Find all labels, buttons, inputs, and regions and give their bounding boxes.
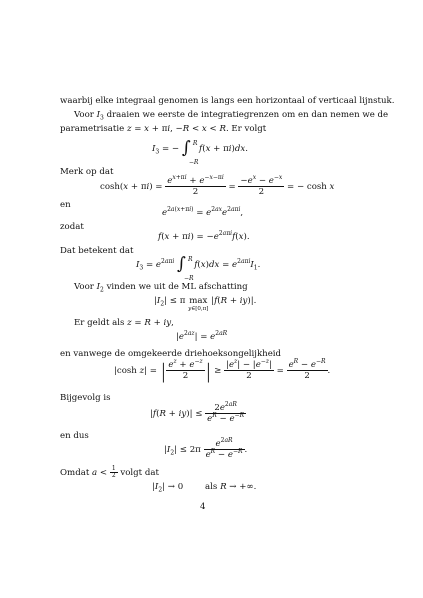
equation-limit: $|I_2| \to 0$ als R → +∞. [152,482,257,494]
intro-text: waarbij elke integraal genomen is langs een horizontaal of verticaal lijnstuk. [60,96,395,106]
zodat-text: zodat [60,222,84,232]
equation-cosh: cosh(x + πi) = $\frac{e^{x+\pi i} + e^{-x-\pi i}}{2}$ = $\frac{-e^x - e^{-x}}{2}$ = − cosh x [100,174,335,197]
equation-i2-bound: $|I_2| \le 2\pi$ $\frac{e^{2aR}}{e^R - e^{-R}}$ . [164,437,248,460]
equation-i3-integral: $I_3$ = − ∫ R −R f(x + πi)dx. [152,138,248,166]
page-number: 4 [200,502,206,512]
omdat-text: Omdat a < $\frac{1}{2}$ volgt dat [60,465,159,479]
equation-f-shift: $f(x + \pi i) = -e^{2a\pi i}f(x)$. [158,230,250,242]
equation-i3-result: $I_3 = e^{2a\pi i}$ ∫ R −R $f(x)dx = e^{2a\pi i}I_1$. [136,254,261,282]
equation-ml-estimate: $|I_2| \le \pi$ max y∈[0,π] |f(R + iy)|. [154,296,257,312]
equation-f-bound: |f(R + iy)| ≤ $\frac{2e^{2aR}}{e^R - e^{-R}}$ [150,401,245,424]
equation-exp: $e^{2a(x+\pi i)} = e^{2ax}e^{2a\pi i}$, [162,206,244,218]
equation-abs-exp: $|e^{2az}| = e^{2aR}$ [176,330,228,342]
paragraph-i3-line2: parametrisatie z = x + πi, −R < x < R. Er volgt [60,124,267,134]
en-text-1: en [60,200,71,210]
vanwege-text: en vanwege de omgekeerde driehoeksongelijkheid [60,349,282,359]
merk-op-text: Merk op dat [60,167,114,177]
er-geldt-text: Er geldt als z = R + iy, [74,318,174,328]
bijgevolg-text: Bijgevolg is [60,393,111,403]
equation-cosh-bound: |cosh z| = | $\frac{e^z + e^{-z}}{2}$ | ≥ $\frac{|e^z| - |e^{-z}|}{2}$ = $\frac{e^R - e^{-R}}{2}$ . [114,358,331,383]
en-dus-text: en dus [60,431,89,441]
paragraph-i3-line1: Voor $I_3$ draaien we eerste de integratiegrenzen om en dan nemen we de [74,110,389,122]
paragraph-i2: Voor $I_2$ vinden we uit de ML afschatting [74,282,248,294]
dat-betekent-text: Dat betekent dat [60,246,134,256]
